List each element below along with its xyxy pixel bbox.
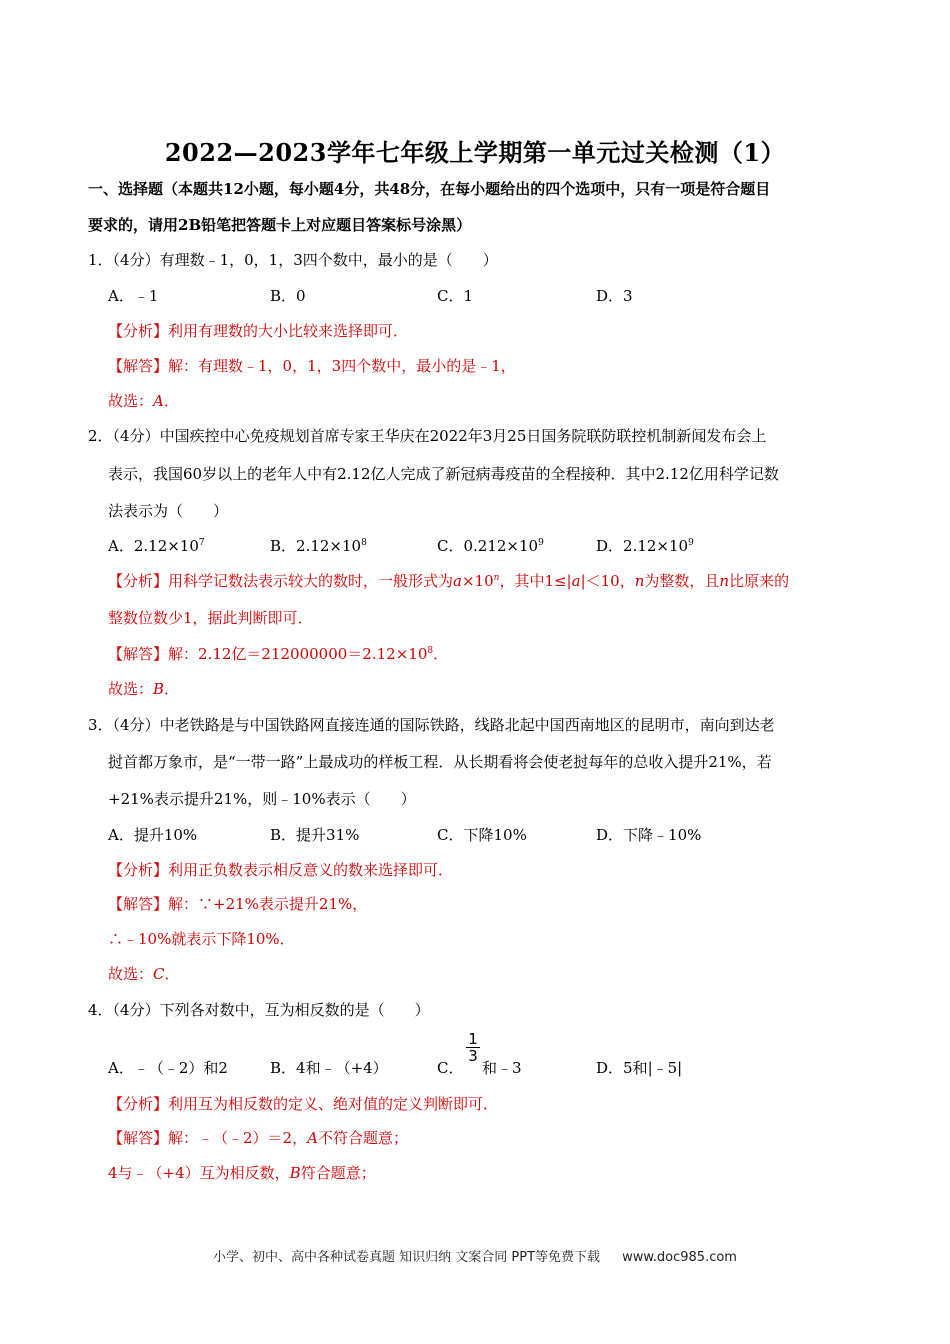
option-c: C．1 [437,287,474,305]
analysis-line-1 [108,570,789,591]
analysis-text: 利用互为相反数的定义、绝对值的定义判断即可． [168,1095,499,1113]
analysis-text: |＜10， [580,572,635,590]
solution-text: 解：﹣（﹣2）＝2， [168,1129,308,1147]
option-exponent: 9 [688,538,694,548]
solution-line-1 [108,893,367,914]
question-stem: 4．（4分）下列各对数中，互为相反数的是（ ） [88,1001,430,1019]
option-b [270,535,367,556]
option-d [596,535,694,556]
option-a [108,535,205,556]
section-heading-line-2: 要求的，请用2B铅笔把答题卡上对应题目答案标号涂黑） [88,216,472,234]
question-stem-line-3: 法表示为（ ） [108,502,229,520]
question-stem-line-3: +21%表示提升21%，则﹣10%表示（ ） [108,790,416,808]
option-a: A．提升10% [108,826,198,844]
analysis-line [108,320,408,341]
analysis-line [108,1093,498,1114]
choice-period: ． [163,392,179,410]
option-d: D．5和|﹣5| [596,1059,683,1077]
solution-end: ． [433,645,449,663]
choice-line [108,390,179,411]
solution-label: 【解答】 [108,1129,169,1147]
analysis-line [108,859,453,880]
choice-letter: C [153,965,165,983]
solution-label: 【解答】 [108,895,169,913]
solution-line-2 [108,1162,376,1183]
solution-text: 不符合题意； [317,1129,408,1147]
option-base: A．2.12×10 [108,537,199,555]
analysis-text: 利用有理数的大小比较来选择即可． [168,322,409,340]
analysis-text: ×10 [461,572,494,590]
solution-text: 符合题意； [300,1164,376,1182]
math-var-n: n [719,572,730,590]
solution-line-2: ∴﹣10%就表示下降10%． [108,930,295,948]
solution-text: 解：∵+21%表示提升21%， [168,895,368,913]
solution-exponent: 8 [427,646,434,656]
solution-line [108,355,516,376]
option-exponent: 7 [198,538,205,548]
section-heading-line-1: 一、选择题（本题共12小题，每小题4分，共48分，在每小题给出的四个选项中，只有一项是符合题目 [88,180,771,198]
analysis-label: 【分析】 [108,861,169,879]
footer-url[interactable]: www.doc985.com [622,1250,737,1265]
math-var-n: n [634,572,645,590]
option-base: B．2.12×10 [270,537,362,555]
option-b: B．提升31% [270,826,360,844]
option-a: A．﹣1 [108,287,159,305]
choice-letter: A [307,1129,318,1147]
option-c-label: C． [437,1059,464,1077]
footer-text: 小学、初中、高中各种试卷真题 知识归纳 文案合同 PPT等免费下载 [213,1250,601,1265]
choice-line [108,678,179,699]
analysis-label: 【分析】 [108,572,169,590]
analysis-text: 利用正负数表示相反意义的数来选择即可． [168,861,454,879]
analysis-label: 【分析】 [108,1095,169,1113]
question-stem-line-2: 挝首都万象市，是“一带一路”上最成功的样板工程．从长期看将会使老挝每年的总收入提升21%，若 [108,753,772,771]
solution-text: 4与﹣（+4）互为相反数， [108,1164,290,1182]
option-d: D．下降﹣10% [596,826,702,844]
option-b: B．4和﹣（+4） [270,1059,388,1077]
choice-letter: B [289,1164,301,1182]
solution-label: 【解答】 [108,645,169,663]
analysis-line-2: 整数位数少1，据此判断即可． [108,609,313,627]
choice-line [108,963,180,984]
option-b: B．0 [270,287,306,305]
choice-period: ． [164,965,180,983]
fraction-numerator: 1 [466,1031,480,1048]
question-stem: 1．（4分）有理数﹣1，0，1，3四个数中，最小的是（ ） [88,251,498,269]
choice-period: ． [164,680,180,698]
analysis-text: ，其中1≤| [499,572,572,590]
solution-label: 【解答】 [108,357,169,375]
option-c-rest: 和﹣3 [482,1059,522,1077]
analysis-text: 比原来的 [729,572,790,590]
option-c: C．下降10% [437,826,527,844]
choice-letter: B [153,680,165,698]
fraction-denominator: 3 [468,1047,478,1065]
choice-text: 故选： [108,392,154,410]
math-var-n: n [493,573,500,583]
math-var-a: a [571,572,581,590]
analysis-label: 【分析】 [108,322,169,340]
choice-text: 故选： [108,965,154,983]
page-footer [0,1246,950,1265]
option-exponent: 9 [538,538,544,548]
solution-text: 解：有理数﹣1，0，1，3四个数中，最小的是﹣1， [168,357,516,375]
math-var-a: a [453,572,462,590]
option-c [437,535,544,556]
analysis-text: 用科学记数法表示较大的数时，一般形式为 [168,572,454,590]
question-stem-line-2: 表示，我国60岁以上的老年人中有2.12亿人完成了新冠病毒疫苗的全程接种．其中2.12亿用科学记数 [108,465,779,483]
question-stem-line-1: 3．（4分）中老铁路是与中国铁路网直接连通的国际铁路，线路北起中国西南地区的昆明市，南向到达老 [88,716,775,734]
choice-letter: A [153,392,164,410]
option-d: D．3 [596,287,633,305]
question-stem-line-1: 2．（4分）中国疾控中心免疫规划首席专家王华庆在2022年3月25日国务院联防联控机制新闻发布会上 [88,427,767,445]
solution-line-1 [108,1127,408,1148]
option-base: C．0.212×10 [437,537,539,555]
solution-line [108,643,448,664]
page-title: 2022—2023学年七年级上学期第一单元过关检测（1） [164,138,786,167]
analysis-text: 为整数，且 [644,572,720,590]
option-base: D．2.12×10 [596,537,689,555]
option-a: A．﹣（﹣2）和2 [108,1059,228,1077]
option-exponent: 8 [361,538,367,548]
fraction-one-third [466,1031,480,1064]
choice-text: 故选： [108,680,154,698]
solution-text: 解：2.12亿＝212000000＝2.12×10 [168,645,428,663]
